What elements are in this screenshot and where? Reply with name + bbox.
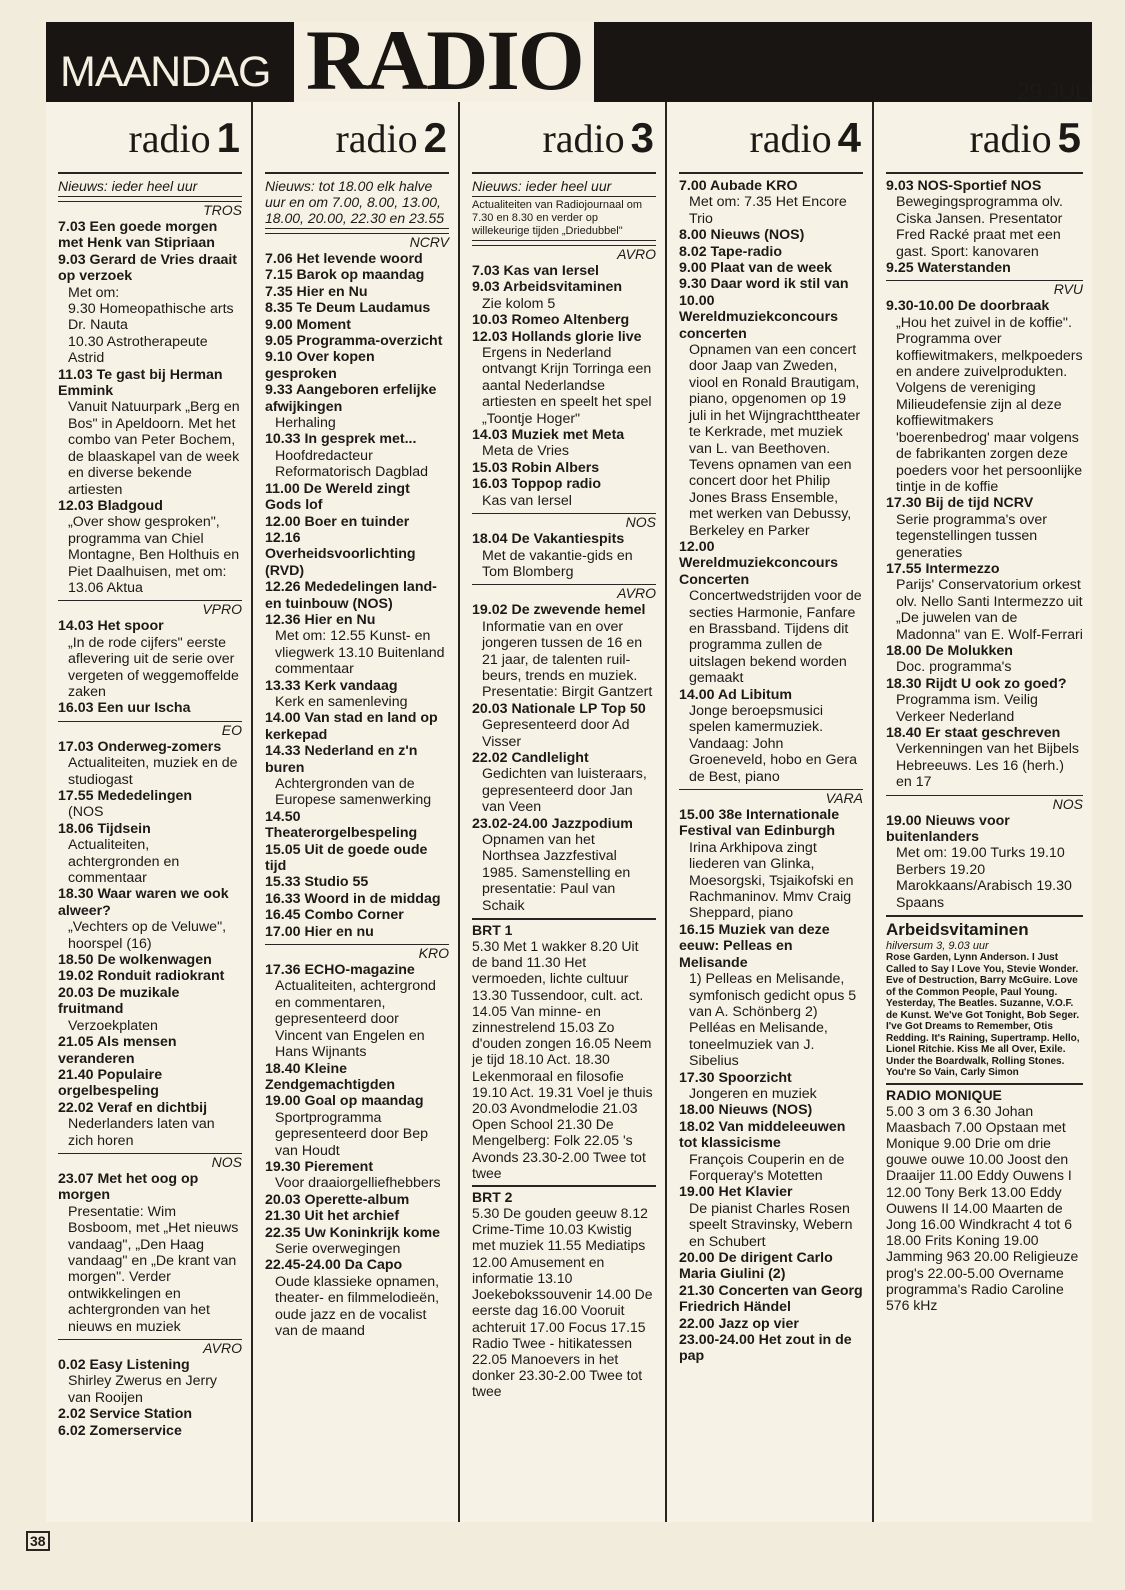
broadcaster-label: TROS	[58, 201, 242, 219]
program-item	[58, 334, 242, 367]
program-description: Sportprogramma gepresenteerd door Bep van Houdt	[275, 1109, 429, 1159]
program-title: 7.15 Barok op maandag	[265, 267, 425, 284]
program-title: 23.00-24.00 Het zout in de pap	[679, 1332, 852, 1365]
schedule-paragraph: 5.00 3 om 3 6.30 Johan Maasbach 7.00 Opstaan met Monique 9.00 Drie om drie gouwe ouwe 10.00 Joost den Draaijer 11.00 Eddy Ouwens I 12.00 Tony Berk 13.00 Eddy Ouwens II 14.00 Maarten de Jong 16.00 Windkracht 4 tot 6 18.00 Frits Koning 19.00 Jamming 963 20.00 Religieuze prog's 22.00-5.00 Overname programma's Radio Caroline 576 kHz	[886, 1102, 1079, 1313]
program-item	[472, 531, 656, 580]
program-item	[265, 1093, 449, 1159]
playlist-box	[886, 915, 1083, 1079]
program-description: François Couperin en de Forqueray's Motetten	[689, 1151, 845, 1184]
program-description: De pianist Charles Rosen speelt Stravinsky, Webern en Schubert	[689, 1200, 853, 1250]
program-item	[472, 312, 656, 328]
program-title: 8.00 Nieuws (NOS)	[679, 227, 805, 244]
program-description: Zie kolom 5	[482, 295, 556, 312]
program-title: 17.03 Onderweg-zomers	[58, 738, 222, 755]
program-description: Met om:	[68, 284, 120, 301]
program-title: 20.03 Operette-album	[265, 1191, 410, 1208]
column-heading	[472, 102, 656, 174]
program-title: 8.02 Tape-radio	[679, 243, 783, 260]
program-item	[265, 251, 449, 267]
program-item	[265, 349, 449, 382]
news-note: Nieuws: ieder heel uur	[472, 178, 656, 197]
program-title: 2.02 Service Station	[58, 1406, 193, 1423]
program-description: Gepresenteerd door Ad Visser	[482, 717, 630, 750]
program-description: Parijs' Conservatorium orkest olv. Nello Santi Intermezzo uit „De juwelen van de Madonna" van E. Wolf-Ferrari	[896, 577, 1083, 643]
date-label: 29 JULI	[1017, 78, 1093, 104]
program-item	[472, 750, 656, 816]
program-title: 7.35 Hier en Nu	[265, 283, 368, 300]
column-number: 5	[1057, 114, 1081, 161]
program-title: 16.33 Woord in de middag	[265, 890, 441, 907]
program-title: 14.00 Van stad en land op kerkepad	[265, 710, 438, 743]
program-title: 19.00 Goal op maandag	[265, 1093, 424, 1110]
program-item	[886, 676, 1083, 725]
program-description: „In de rode cijfers" eerste aflevering uit de serie over vergeten of weggemoffelde zaken	[68, 634, 239, 700]
schedule-paragraph: 5.30 Met 1 wakker 8.20 Uit de band 11.30 Het vermoeden, lichte cultuur 13.30 Tussendoor, cult. act. 14.05 Van minne- en zinnestrelend 15.03 Zo d'ouden zongen 16.05 Neem je tijd 18.10 Act. 18.30 Lekenmoraal en filosofie 19.10 Act. 19.31 Voel je thuis 20.03 Avondmelodie 21.03 Open School 21.30 De Mengelberg: Folk 22.05 's Avonds 23.30-2.00 Twee tot twee	[472, 938, 653, 1181]
program-description: 1) Pelleas en Melisande, symfonisch gedicht opus 5 van A. Schönberg 2) Pelléas en Melisande, toneelmuziek van J. Sibelius	[689, 971, 857, 1070]
program-item	[472, 329, 656, 427]
program-item	[265, 481, 449, 514]
program-item	[265, 842, 449, 875]
program-title: 19.00 Het Klavier	[679, 1184, 793, 1201]
program-item	[886, 561, 1083, 643]
column-label: radio	[128, 116, 211, 161]
program-title: 11.03 Te gast bij Herman Emmink	[58, 366, 223, 400]
program-title: 12.00 Wereldmuziekconcours Concerten	[679, 538, 838, 588]
program-item	[265, 1225, 449, 1258]
program-title: 14.03 Muziek met Meta	[472, 427, 625, 444]
program-title: 18.02 Van middeleeuwen tot klassicisme	[679, 1118, 846, 1152]
program-title: 15.00 38e Internationale Festival van Edinburgh	[679, 807, 840, 840]
column-label: radio	[969, 116, 1052, 161]
program-title: 10.03 Romeo Altenberg	[472, 312, 630, 329]
program-title: 21.05 Als mensen veranderen	[58, 1034, 177, 1067]
broadcaster-label: VPRO	[58, 600, 242, 618]
program-description: Serie overwegingen	[275, 1240, 401, 1257]
section-title: RADIO MONIQUE	[886, 1083, 1083, 1103]
program-item	[58, 952, 242, 968]
program-description: Met om: 12.55 Kunst- en vliegwerk 13.10 Buitenland commentaar	[275, 628, 445, 678]
program-item	[58, 821, 242, 887]
program-item	[58, 968, 242, 984]
broadcaster-label: NOS	[58, 1153, 242, 1171]
program-title: 15.05 Uit de goede oude tijd	[265, 841, 428, 875]
program-description: „Vechters op de Veluwe", hoorspel (16)	[68, 919, 227, 952]
program-item	[886, 813, 1083, 911]
program-title: 13.33 Kerk vandaag	[265, 677, 398, 694]
program-description: Herhaling	[275, 415, 336, 432]
program-item	[886, 643, 1083, 676]
program-item	[679, 1332, 863, 1365]
schedule-paragraph: 5.30 De gouden geeuw 8.12 Crime-Time 10.03 Kwistig met muziek 11.55 Mediatips 12.00 Amusement en informatie 13.10 Joekebokssouvenir 14.00 De eerste dag 16.00 Vooruit achteruit 17.00 Focus 17.15 Radio Twee - hitikatessen 22.05 Manoevers in het donker 23.30-2.00 Twee tot twee	[472, 1205, 653, 1400]
program-title: 9.25 Waterstanden	[886, 260, 1011, 277]
program-item	[58, 886, 242, 952]
program-description: Jongeren en muziek	[689, 1085, 817, 1102]
program-description: Kas van Iersel	[482, 492, 572, 509]
program-item	[472, 816, 656, 914]
program-title: 21.30 Uit het archief	[265, 1208, 400, 1225]
program-title: 17.00 Hier en nu	[265, 923, 374, 940]
program-item	[886, 260, 1083, 276]
program-title: 17.30 Spoorzicht	[679, 1069, 792, 1086]
program-description: Verkenningen van het Bijbels Hebreeuws. Les 16 (herh.) en 17	[896, 741, 1079, 791]
program-item	[265, 1159, 449, 1192]
program-item	[265, 891, 449, 907]
broadcaster-label: NOS	[472, 513, 656, 531]
program-item	[265, 924, 449, 940]
program-title: 12.26 Mededelingen land- en tuinbouw (NOS)	[265, 579, 437, 612]
program-title: 18.00 De Molukken	[886, 642, 1013, 659]
program-item	[265, 612, 449, 678]
program-title: 14.03 Het spoor	[58, 618, 164, 635]
column-number: 2	[423, 114, 447, 161]
program-item	[58, 1423, 242, 1439]
program-title: 9.03 Arbeidsvitaminen	[472, 279, 623, 296]
program-description: Ergens in Nederland ontvangt Krijn Torringa een aantal Nederlandse artiesten en speelt het spel „Toontje Hoger"	[482, 345, 652, 427]
program-title: 9.30 Daar word ik stil van	[679, 276, 849, 293]
day-heading: MAANDAG	[60, 48, 271, 96]
program-title: 22.02 Veraf en dichtbij	[58, 1099, 208, 1116]
program-description: „Over show gesproken", programma van Chiel Montagne, Ben Holthuis en Piet Daalhuisen, met om: 13.06 Aktua	[68, 514, 240, 596]
program-item	[265, 1192, 449, 1208]
program-item	[58, 252, 242, 301]
program-title: 8.35 Te Deum Laudamus	[265, 300, 431, 317]
program-title: 12.00 Boer en tuinder	[265, 513, 410, 530]
program-item	[265, 530, 449, 579]
program-title: 18.40 Kleine Zendgemachtigden	[265, 1060, 396, 1093]
program-title: 15.03 Robin Albers	[472, 459, 600, 476]
program-description: Meta de Vries	[482, 443, 570, 460]
program-item	[265, 809, 449, 842]
program-item	[58, 498, 242, 596]
program-description: Programma ism. Veilig Verkeer Nederland	[896, 692, 1038, 725]
program-item	[679, 244, 863, 260]
playlist-subtitle: hilversum 3, 9.03 uur	[886, 940, 989, 953]
playlist-text: Rose Garden, Lynn Anderson. I Just Called to Say I Love You, Stevie Wonder. Eve of Destruction, Barry McGuire. Love of the Common People, Paul Young. Yesterday, The Beatles. Suzanne, V.O.F. de Kunst. We've Got Tonight, Bob Seger. I've Got Dreams to Remember, Otis Redding. It's Raining, Supertramp. Hello, Lionel Ritchie. Kiss Me all Over, Exile. Under the Boardwalk, Rolling Stones. You're So Vain, Carly Simon	[886, 952, 1080, 1079]
program-description: 10.30 Astrotherapeute Astrid	[68, 333, 208, 367]
program-description: Presentatie: Wim Bosboom, met „Het nieuws vandaag", „Den Haag vandaag" en „De krant van morgen". Verder ontwikkelingen en achtergronden van het nieuws en muziek	[68, 1203, 239, 1335]
program-item	[265, 962, 449, 1060]
program-description: Jonge beroepsmusici spelen kamermuziek. Vandaag: John Groeneveld, hobo en Gera de Best, piano	[689, 703, 857, 785]
program-description: Opnamen van het Northsea Jazzfestival 1985. Samenstelling en presentatie: Paul van Schaik	[482, 832, 631, 914]
broadcaster-label: NCRV	[265, 233, 449, 251]
program-title: 16.03 Een uur Ischa	[58, 700, 191, 717]
column-number: 4	[837, 114, 861, 161]
column-radio-1	[46, 102, 253, 1522]
program-description: Actualiteiten, achtergronden en commentaar	[68, 837, 180, 887]
program-description: Shirley Zwerus en Jerry van Rooijen	[68, 1373, 218, 1406]
program-item	[679, 1250, 863, 1283]
program-item	[265, 1061, 449, 1094]
program-description: Vanuit Natuurpark „Berg en Bos" in Apeldoorn. Met het combo van Peter Bochem, de blaaskapel van de week en diverse bekende artiesten	[68, 399, 240, 498]
program-description: Oude klassieke opnamen, theater- en filmmelodieën, oude jazz en de vocalist van de maand	[275, 1273, 440, 1339]
section-title: BRT 1	[472, 918, 656, 938]
program-item	[472, 476, 656, 509]
program-item	[679, 539, 863, 687]
program-title: 9.10 Over kopen gesproken	[265, 349, 375, 382]
program-item	[58, 700, 242, 716]
column-radio-2	[253, 102, 460, 1522]
program-description: Irina Arkhipova zingt liederen van Glinka, Moesorgski, Tsjaikofski en Rachmaninov. Mmv Craig Sheppard, piano	[689, 839, 854, 922]
program-description: Doc. programma's	[896, 659, 1012, 676]
news-note: Actualiteiten van Radiojournaal om 7.30 en 8.30 en verder op willekeurige tijden „Driedubbel"	[472, 199, 656, 241]
program-item	[265, 382, 449, 431]
program-item	[58, 367, 242, 498]
column-heading	[265, 102, 449, 174]
program-item	[679, 1316, 863, 1332]
program-item	[472, 279, 656, 312]
program-title: 14.50 Theaterorgelbespeling	[265, 808, 418, 842]
program-title: 17.36 ECHO-magazine	[265, 962, 415, 979]
column-heading	[679, 102, 863, 174]
program-item	[679, 1102, 863, 1118]
program-title: 12.03 Bladgoud	[58, 497, 163, 514]
program-title: 0.02 Easy Listening	[58, 1357, 190, 1373]
program-title: 17.30 Bij de tijd NCRV	[886, 495, 1034, 512]
program-title: 9.03 Gerard de Vries draait op verzoek	[58, 251, 238, 285]
program-item	[265, 431, 449, 480]
program-title: 22.00 Jazz op vier	[679, 1315, 799, 1332]
program-item	[679, 276, 863, 292]
program-title: 23.02-24.00 Jazzpodium	[472, 815, 633, 832]
program-item	[679, 1119, 863, 1185]
program-item	[472, 460, 656, 476]
masthead	[46, 22, 1092, 102]
program-description: Serie programma's over tegenstellingen tussen generaties	[896, 511, 1047, 561]
program-item	[265, 579, 449, 612]
program-title: 17.55 Mededelingen	[58, 788, 193, 804]
broadcaster-label: RVU	[886, 280, 1083, 298]
program-title: 9.03 NOS-Sportief NOS	[886, 178, 1042, 194]
program-item	[472, 602, 656, 700]
program-title: 18.04 De Vakantiespits	[472, 531, 625, 548]
program-description: Gedichten van luisteraars, gepresenteerd door Jan van Veen	[482, 766, 647, 816]
program-description: Actualiteiten, achtergrond en commentaren, gepresenteerd door Vincent van Engelen en Hans Wijnants	[275, 978, 436, 1061]
program-title: 18.06 Tijdsein	[58, 820, 151, 837]
program-description: Achtergronden van de Europese samenwerking	[275, 776, 432, 809]
program-description: Voor draaiorgelliefhebbers	[275, 1175, 441, 1192]
program-description: Verzoekplaten	[68, 1017, 158, 1034]
program-item	[265, 743, 449, 809]
program-item	[265, 678, 449, 711]
program-item	[679, 687, 863, 785]
program-title: 11.00 De Wereld zingt Gods lof	[265, 480, 410, 514]
program-title: 6.02 Zomerservice	[58, 1422, 182, 1439]
program-title: 22.45-24.00 Da Capo	[265, 1257, 403, 1274]
program-title: 19.02 De zwevende hemel	[472, 602, 646, 619]
program-title: 20.03 Nationale LP Top 50	[472, 700, 646, 717]
program-title: 18.30 Rijdt U ook zo goed?	[886, 675, 1067, 692]
program-item	[886, 725, 1083, 791]
program-title: 10.00 Wereldmuziekconcours concerten	[679, 292, 838, 342]
program-title: 18.00 Nieuws (NOS)	[679, 1102, 813, 1119]
program-item	[265, 284, 449, 300]
radio-title: RADIO	[294, 22, 594, 102]
program-title: 20.00 De dirigent Carlo Maria Giulini (2)	[679, 1250, 833, 1283]
program-title: 7.03 Een goede morgen met Henk van Stipriaan	[58, 219, 218, 252]
program-item	[58, 1357, 242, 1406]
program-description: Informatie van en over jongeren tussen de 16 en 21 jaar, de talenten ruil-beurs, trends en muziek. Presentatie: Birgit Gantzert	[482, 618, 653, 701]
column-label: radio	[749, 116, 832, 161]
program-title: 14.33 Nederland en z'n buren	[265, 743, 418, 776]
program-item	[679, 227, 863, 243]
program-item	[58, 1406, 242, 1422]
program-description: Met om: 19.00 Turks 19.10 Berbers 19.20 Marokkaans/Arabisch 19.30 Spaans	[896, 845, 1072, 911]
column-number: 1	[216, 114, 240, 161]
program-item	[886, 495, 1083, 561]
program-description: Concertwedstrijden voor de secties Harmonie, Fanfare en Brassband. Tijdens dit programma zullen de uitslagen bekend worden gemaakt	[689, 588, 862, 687]
program-title: 16.03 Toppop radio	[472, 476, 602, 493]
program-title: 12.16 Overheidsvoorlichting (RVD)	[265, 529, 416, 579]
program-item	[58, 788, 242, 821]
column-radio-4	[667, 102, 874, 1522]
program-title: 12.36 Hier en Nu	[265, 611, 376, 628]
program-item	[265, 514, 449, 530]
program-title: 18.50 De wolkenwagen	[58, 952, 212, 969]
broadcaster-label: AVRO	[472, 584, 656, 602]
program-description: 9.30 Homeopathische arts Dr. Nauta	[68, 301, 234, 334]
program-item	[886, 298, 1083, 495]
broadcaster-label: VARA	[679, 789, 863, 807]
broadcaster-label: AVRO	[472, 245, 656, 263]
program-title: 22.02 Candlelight	[472, 749, 589, 766]
program-title: 7.00 Aubade KRO	[679, 178, 798, 194]
program-title: 17.55 Intermezzo	[886, 560, 1000, 577]
program-title: 23.07 Met het oog op morgen	[58, 1170, 199, 1204]
program-item	[679, 922, 863, 1070]
playlist-title: Arbeidsvitaminen	[886, 915, 1083, 940]
program-description: Nederlanders laten van zich horen	[68, 1116, 215, 1149]
program-title: 15.33 Studio 55	[265, 874, 369, 891]
program-item	[58, 1067, 242, 1100]
program-title: 19.02 Ronduit radiokrant	[58, 968, 225, 985]
program-title: 12.03 Hollands glorie live	[472, 328, 642, 345]
broadcaster-label: KRO	[265, 944, 449, 962]
program-title: 18.40 Er staat geschreven	[886, 725, 1061, 741]
program-title: 9.33 Aangeboren erfelijke afwijkingen	[265, 382, 437, 415]
column-heading	[58, 102, 242, 174]
program-description: Actualiteiten, muziek en de studiogast	[68, 755, 238, 788]
program-description: Kerk en samenleving	[275, 693, 408, 710]
news-note: Nieuws: tot 18.00 elk halve uur en om 7.00, 8.00, 13.00, 18.00, 20.00, 22.30 en 23.55	[265, 178, 449, 229]
program-item	[58, 618, 242, 700]
program-title: 21.30 Concerten van Georg Friedrich Händel	[679, 1282, 863, 1316]
program-item	[265, 267, 449, 283]
program-title: 16.15 Muziek van deze eeuw: Pelleas en Melisande	[679, 921, 830, 971]
column-heading	[886, 102, 1083, 174]
program-item	[679, 260, 863, 276]
program-title: 9.00 Plaat van de week	[679, 260, 833, 277]
program-description: Hoofdredacteur Reformatorisch Dagblad	[275, 447, 428, 481]
program-item	[679, 1070, 863, 1103]
program-description: Opnamen van een concert door Jaap van Zweden, viool en Ronald Brautigam, piano, opgenomen op 19 juli in het Wijngrachttheater te Kerkrade, met muziek van L. van Beethoven. Tevens opnamen van een concert door het Philip Jones Brass Ensemble, met werken van Debussy, Berkeley en Parker	[689, 342, 861, 539]
program-title: 14.00 Ad Libitum	[679, 686, 792, 703]
program-item	[58, 739, 242, 788]
broadcaster-label: NOS	[886, 795, 1083, 813]
program-item	[472, 701, 656, 750]
column-label: radio	[335, 116, 418, 161]
program-item	[265, 874, 449, 890]
program-item	[58, 985, 242, 1034]
program-title: 19.30 Pierement	[265, 1158, 374, 1175]
program-item	[679, 1283, 863, 1316]
program-item	[472, 263, 656, 279]
program-title: 9.05 Programma-overzicht	[265, 333, 443, 350]
program-item	[265, 300, 449, 316]
program-item	[472, 427, 656, 460]
program-title: 7.06 Het levende woord	[265, 251, 423, 267]
program-title: 18.30 Waar waren we ook alweer?	[58, 886, 229, 919]
program-title: 10.33 In gesprek met...	[265, 431, 417, 448]
program-item	[58, 1100, 242, 1149]
program-item	[679, 1184, 863, 1250]
program-title: 21.40 Populaire orgelbespeling	[58, 1066, 163, 1100]
program-title: 22.35 Uw Koninkrijk kome	[265, 1224, 441, 1241]
program-title: 20.03 De muzikale fruitmand	[58, 984, 180, 1018]
program-title: 9.30-10.00 De doorbraak	[886, 298, 1050, 315]
column-label: radio	[542, 116, 625, 161]
program-item	[265, 317, 449, 333]
program-title: 7.03 Kas van Iersel	[472, 263, 599, 279]
column-radio-5	[874, 102, 1092, 1522]
program-item	[58, 1034, 242, 1067]
program-description: „Hou het zuivel in de koffie". Programma over koffiewitmakers, melkpoeders en andere zuivelprodukten. Volgens de vereniging Milieudefensie zijn al deze koffiewitmakers 'boerenbedrog' maar volgens de fabrikanten zorgen deze poeders voor het persoonlijke tintje in de koffie	[896, 314, 1083, 495]
section-title: BRT 2	[472, 1185, 656, 1205]
program-title: 19.00 Nieuws voor buitenlanders	[886, 812, 1010, 846]
program-item	[679, 807, 863, 922]
broadcaster-label: AVRO	[58, 1339, 242, 1357]
program-title: 9.00 Moment	[265, 316, 351, 333]
program-description: Met de vakantie-gids en Tom Blomberg	[482, 547, 633, 580]
program-title: 16.45 Combo Corner	[265, 907, 404, 924]
program-item	[265, 1257, 449, 1339]
program-item	[58, 219, 242, 252]
program-description: Bewegingsprogramma olv. Ciska Jansen. Presentator Fred Racké praat met een gast. Sport: kanovaren	[896, 194, 1063, 260]
program-item	[265, 333, 449, 349]
program-item	[265, 710, 449, 743]
program-item	[58, 1171, 242, 1335]
page-number: 38	[26, 1531, 50, 1551]
column-number: 3	[630, 114, 654, 161]
program-description: (NOS	[68, 804, 104, 821]
program-item	[265, 907, 449, 923]
program-item	[265, 1208, 449, 1224]
program-item	[58, 301, 242, 334]
program-item	[679, 178, 863, 227]
broadcaster-label: EO	[58, 721, 242, 739]
news-note: Nieuws: ieder heel uur	[58, 178, 242, 197]
program-description: Met om: 7.35 Het Encore Trio	[689, 194, 847, 227]
column-radio-3	[460, 102, 667, 1522]
program-item	[679, 293, 863, 539]
program-item	[886, 178, 1083, 260]
